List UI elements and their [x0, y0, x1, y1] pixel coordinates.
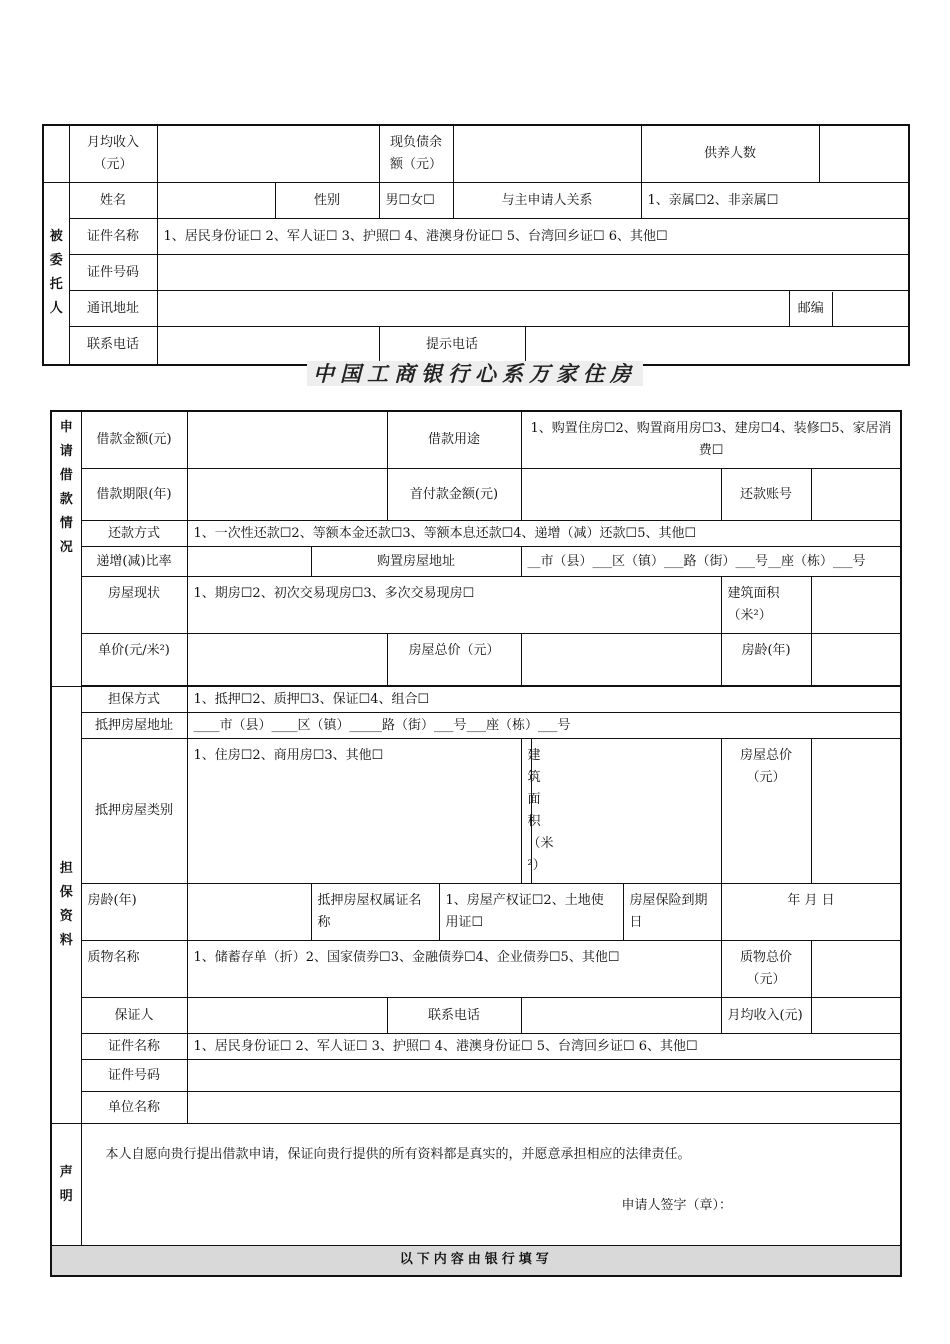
pledge-name-label: 质物名称	[81, 941, 187, 998]
down-payment-field[interactable]	[521, 469, 721, 521]
mort-type-label: 抵押房屋类别	[81, 739, 187, 884]
mort-area-field[interactable]	[531, 739, 721, 884]
guarantor-phone-field[interactable]	[521, 998, 721, 1034]
loan-application-table	[50, 410, 902, 1277]
pledge-options[interactable]: 1、储蓄存单（折）2、国家债券☐3、金融债券☐4、企业债券☐5、其他☐	[187, 941, 721, 998]
guar-method-options[interactable]: 1、抵押☐2、质押☐3、保证☐4、组合☐	[187, 687, 901, 713]
unit-name-field[interactable]	[187, 1092, 901, 1124]
mort-age-field[interactable]	[187, 884, 311, 941]
total-price-label: 房屋总价（元）	[387, 634, 521, 686]
client-info-table	[42, 124, 910, 366]
unit-price-label: 单价(元/米²)	[81, 634, 187, 686]
guarantor-phone-label: 联系电话	[387, 998, 521, 1034]
loan-amount-label: 借款金额(元)	[81, 411, 187, 469]
postcode-label: 邮编	[790, 292, 834, 326]
house-status-label: 房屋现状	[81, 577, 187, 634]
section-declaration-label: 声 明	[51, 1124, 81, 1246]
address-label: 通讯地址	[69, 291, 157, 327]
section-client-label: 被 委 托 人	[43, 183, 69, 365]
guarantor-field[interactable]	[187, 998, 387, 1034]
pledge-total-label: 质物总价（元）	[721, 941, 811, 998]
repay-method-options[interactable]: 1、一次性还款☐2、等额本金还款☐3、等额本息还款☐4、递增（减）还款☐5、其他☐	[187, 521, 901, 547]
id-number-label: 证件号码	[69, 255, 157, 291]
unit-price-field[interactable]	[187, 634, 387, 686]
house-age-label: 房龄(年)	[721, 634, 811, 686]
alt-phone-label: 提示电话	[379, 327, 525, 365]
name-label: 姓名	[69, 183, 157, 219]
current-debt-label: 现负债余额（元）	[379, 125, 453, 183]
section-apply-label: 申 请 借 款 情 况	[51, 411, 81, 687]
name-field[interactable]	[157, 183, 275, 219]
title-cert-label: 抵押房屋权属证名称	[311, 884, 439, 941]
repay-method-label: 还款方式	[81, 521, 187, 547]
mort-total-label: 房屋总价（元）	[721, 739, 811, 884]
id-type-label: 证件名称	[69, 219, 157, 255]
house-addr-field[interactable]: __市（县）___区（镇）___路（街）___号__座（栋）___号	[521, 547, 901, 577]
loan-use-options[interactable]: 1、购置住房☐2、购置商用房☐3、建房☐4、装修☐5、家居消费☐	[521, 411, 901, 469]
section-guarantee-label: 担 保 资 料	[51, 687, 81, 1124]
mort-type-options[interactable]: 1、住房☐2、商用房☐3、其他☐	[187, 739, 521, 884]
relation-label: 与主申请人关系	[453, 183, 641, 219]
guarantor-id-number-boxes[interactable]	[187, 1060, 901, 1092]
guarantor-income-label: 月均收入(元)	[721, 998, 811, 1034]
mort-addr-field[interactable]: ____市（县）____区（镇）_____路（街）___号___座（栋）___号	[187, 713, 901, 739]
house-age-field[interactable]	[811, 634, 901, 686]
mort-addr-label: 抵押房屋地址	[81, 713, 187, 739]
current-debt-field[interactable]	[453, 125, 641, 183]
gender-label: 性别	[275, 183, 379, 219]
insurance-due-field[interactable]: 年 月 日	[721, 884, 901, 941]
address-field[interactable]	[157, 291, 789, 327]
title-cert-options[interactable]: 1、房屋产权证☐2、土地使用证☐	[439, 884, 623, 941]
down-payment-label: 首付款金额(元)	[387, 469, 521, 521]
total-price-field[interactable]	[521, 634, 721, 686]
id-type-options[interactable]: 1、居民身份证☐ 2、军人证☐ 3、护照☐ 4、港澳身份证☐ 5、台湾回乡证☐ 6、其他☐	[157, 219, 909, 255]
gender-options[interactable]: 男☐女☐	[379, 183, 453, 219]
inc-ratio-field[interactable]	[187, 547, 311, 577]
declaration-cell	[81, 1124, 901, 1246]
dependents-field[interactable]	[819, 125, 909, 183]
mort-total-field[interactable]	[811, 739, 901, 884]
build-area-label: 建筑面积（米²）	[721, 577, 811, 634]
repay-account-label: 还款账号	[721, 469, 811, 521]
guarantor-income-field[interactable]	[811, 998, 901, 1034]
loan-term-field[interactable]	[187, 469, 387, 521]
dependents-label: 供养人数	[641, 125, 819, 183]
pledge-total-field[interactable]	[811, 941, 901, 998]
guar-method-label: 担保方式	[81, 687, 187, 713]
id-number-boxes[interactable]	[157, 255, 909, 291]
repay-account-field[interactable]	[811, 469, 901, 521]
loan-use-label: 借款用途	[387, 411, 521, 469]
loan-amount-field[interactable]	[187, 411, 387, 469]
guarantor-id-type-label: 证件名称	[81, 1034, 187, 1060]
unit-name-label: 单位名称	[81, 1092, 187, 1124]
form-title: 中国工商银行心系万家住房	[0, 358, 950, 388]
house-addr-label: 购置房屋地址	[311, 547, 521, 577]
insurance-due-label: 房屋保险到期日	[623, 884, 721, 941]
monthly-income-label: 月均收入（元）	[69, 125, 157, 183]
phone-label: 联系电话	[69, 327, 157, 365]
guarantor-id-options[interactable]: 1、居民身份证☐ 2、军人证☐ 3、护照☐ 4、港澳身份证☐ 5、台湾回乡证☐ 6、其他☐	[187, 1034, 901, 1060]
loan-term-label: 借款期限(年)	[81, 469, 187, 521]
mort-age-label: 房龄(年)	[81, 884, 187, 941]
guarantor-id-number-label: 证件号码	[81, 1060, 187, 1092]
monthly-income-field[interactable]	[157, 125, 379, 183]
mort-area-label: 建筑面积（米²）	[521, 739, 531, 884]
declaration-text: 本人自愿向贵行提出借款申请，保证向贵行提供的所有资料都是真实的，并愿意承担相应的法律责任。	[105, 1147, 691, 1162]
inc-ratio-label: 递增(减)比率	[81, 547, 187, 577]
guarantor-label: 保证人	[81, 998, 187, 1034]
bank-fill-header: 以下内容由银行填写	[51, 1246, 901, 1276]
relation-options[interactable]: 1、亲属☐2、非亲属☐	[641, 183, 909, 219]
signature-label: 申请人签字（章）：	[621, 1198, 733, 1213]
build-area-field[interactable]	[811, 577, 901, 634]
house-status-options[interactable]: 1、期房☐2、初次交易现房☐3、多次交易现房☐	[187, 577, 721, 634]
